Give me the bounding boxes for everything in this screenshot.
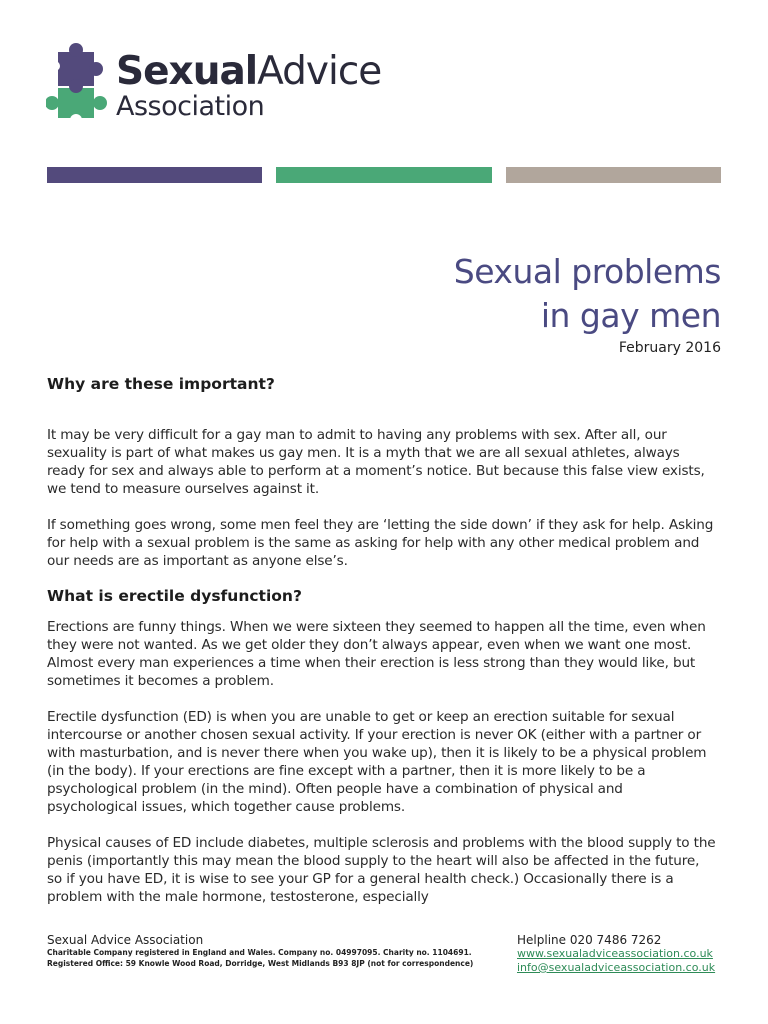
page-footer — [47, 933, 722, 983]
paragraph: It may be very difficult for a gay man to admit to having any problems with sex. After all, our sexuality is part of what makes us gay men. It is a myth that we are all sexual athletes, always ready for sex and always able to perform at a moment’s notice. But because this false view exists, we tend to measure ourselves against it. — [47, 427, 705, 497]
footer-org-name: Sexual Advice Association — [47, 933, 204, 947]
footer-helpline: Helpline 020 7486 7262 — [517, 933, 662, 947]
divider-bar-green — [276, 167, 492, 183]
paragraph: Physical causes of ED include diabetes, multiple sclerosis and problems with the blood supply to the penis (importantly this may mean the blood supply to the heart will also be affected in the future, so if you have ED, it is wise to see your GP for a general health check.) Occasionally there is a problem with the male hormone, testosterone, especially — [47, 835, 716, 905]
paragraph: If something goes wrong, some men feel they are ‘letting the side down’ if they ask for help. Asking for help with a sexual problem is the same as asking for help with any other medical problem and our needs are as important as anyone else’s. — [47, 517, 714, 569]
divider-bar-purple — [47, 167, 262, 183]
page-title — [454, 250, 721, 338]
logo-subtitle: Association — [116, 91, 265, 122]
email-link[interactable]: info@sexualadviceassociation.co.uk — [517, 961, 716, 974]
logo-brand-name: SexualAdvice — [116, 49, 382, 94]
divider-bar-taupe — [506, 167, 721, 183]
article-body — [47, 372, 717, 906]
section-heading-erectile-dysfunction: What is erectile dysfunction? — [47, 587, 302, 605]
publication-date: February 2016 — [618, 340, 721, 356]
footer-registered-office: Registered Office: 59 Knowle Wood Road, Dorridge, West Midlands B93 8JP (not for correspondence) — [47, 959, 474, 968]
puzzle-piece-icon — [46, 42, 110, 124]
footer-registration — [47, 933, 473, 969]
paragraph: Erectile dysfunction (ED) is when you are unable to get or keep an erection suitable for sexual intercourse or another chosen sexual activity. If your erection is never OK (either with a partner or with masturbation, and is never there when you wake up), then it is likely to be a physical problem (in the body). If your erections are fine except with a partner, then it is more likely to be a psychological problem (in the mind). Often people have a combination of physical and psychological issues, which together cause problems. — [47, 709, 707, 815]
association-logo — [46, 42, 426, 126]
footer-contact — [517, 933, 715, 975]
footer-company-info: Charitable Company registered in England and Wales. Company no. 04997095. Charity no. 1104691. — [47, 948, 472, 957]
website-link[interactable]: www.sexualadviceassociation.co.uk — [517, 947, 713, 960]
paragraph: Erections are funny things. When we were sixteen they seemed to happen all the time, even when they were not wanted. As we get older they don’t always appear, even when we want one most. Almost every man experiences a time when their erection is less strong than they would like, but sometimes it becomes a problem. — [47, 619, 706, 689]
title-line-1: Sexual problems — [453, 252, 721, 291]
title-line-2: in gay men — [540, 296, 721, 335]
section-heading-importance: Why are these important? — [47, 375, 275, 393]
